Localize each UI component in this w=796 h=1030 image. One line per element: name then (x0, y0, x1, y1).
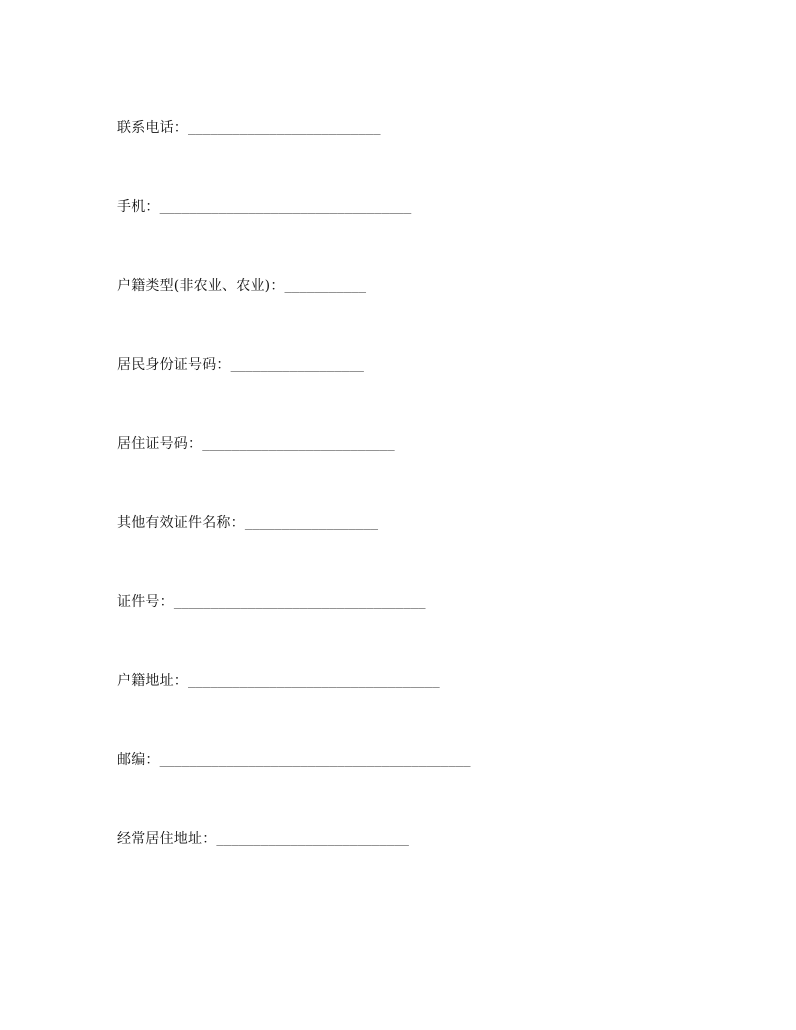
field-id-card (117, 355, 364, 375)
field-household-type-label: 户籍类型(非农业、农业)： (117, 278, 285, 294)
field-id-card-label: 居民身份证号码： (117, 357, 231, 373)
field-usual-address (117, 829, 409, 849)
field-postcode-label: 邮编： (117, 752, 160, 768)
field-mobile (117, 197, 411, 217)
field-household-type-blank: ___________ (284, 279, 366, 293)
field-other-document-name-blank: __________________ (244, 516, 379, 530)
field-mobile-label: 手机： (117, 199, 160, 215)
field-id-card-blank: __________________ (230, 358, 364, 372)
field-document-number-label: 证件号： (117, 594, 174, 610)
field-usual-address-label: 经常居住地址： (117, 831, 217, 847)
field-household-address (117, 671, 440, 691)
field-usual-address-blank: __________________________ (216, 832, 409, 846)
field-residence-permit-label: 居住证号码： (117, 436, 203, 452)
field-postcode-blank: __________________________________________ (159, 753, 471, 767)
field-household-address-label: 户籍地址： (117, 673, 188, 689)
field-phone-blank: __________________________ (188, 121, 381, 135)
field-other-document-name-label: 其他有效证件名称： (117, 515, 245, 531)
field-residence-permit (117, 434, 395, 454)
field-phone-label: 联系电话： (117, 120, 188, 136)
field-other-document-name (117, 513, 378, 533)
field-mobile-blank: __________________________________ (159, 200, 412, 214)
field-document-number-blank: __________________________________ (173, 595, 426, 609)
field-phone (117, 118, 381, 138)
field-residence-permit-blank: __________________________ (202, 437, 395, 451)
field-postcode (117, 750, 471, 770)
field-household-type (117, 276, 366, 296)
field-document-number (117, 592, 426, 612)
field-household-address-blank: __________________________________ (188, 674, 440, 688)
